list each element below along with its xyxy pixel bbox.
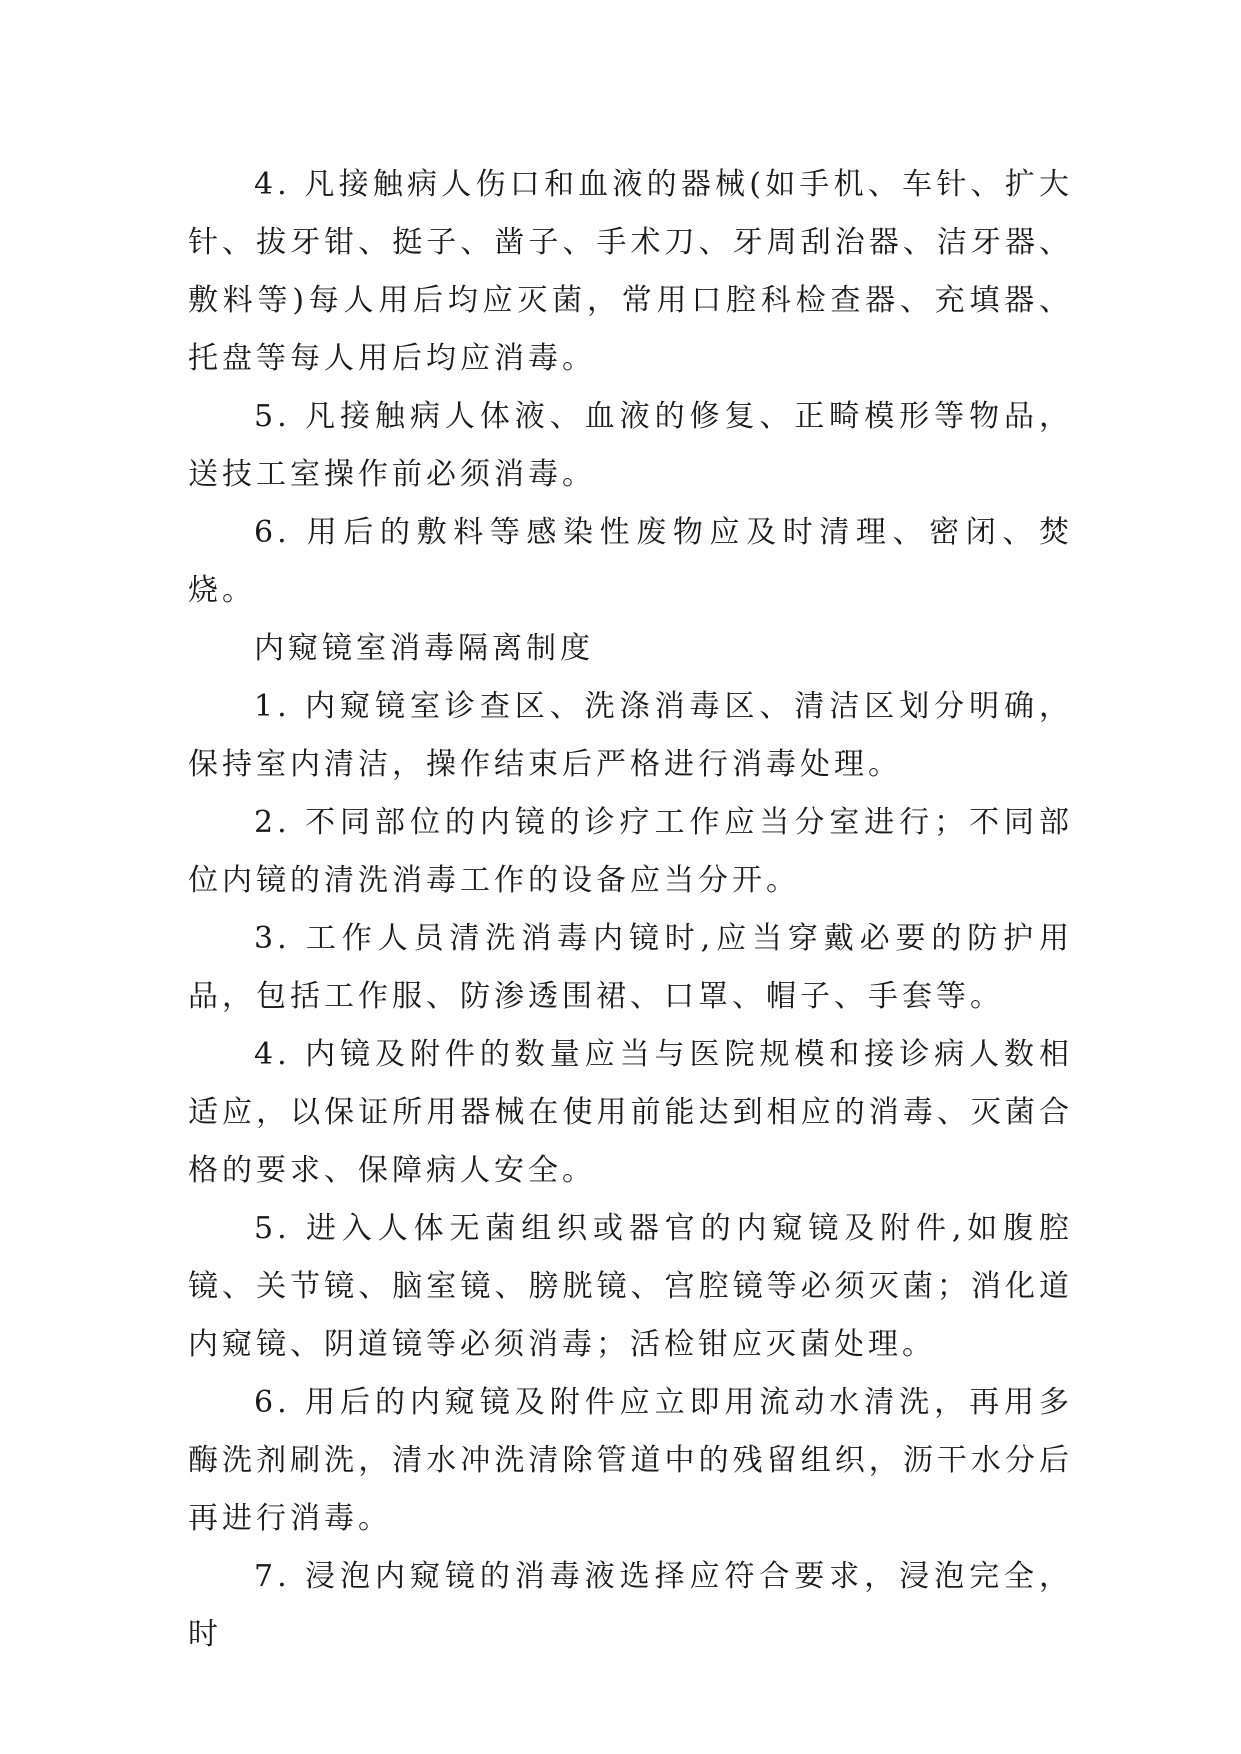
paragraph-endoscopy-zones: 1. 内窥镜室诊查区、洗涤消毒区、清洁区划分明确，保持室内清洁，操作结束后严格进行消毒处理。 [188, 689, 1073, 782]
paragraph-endoscope-quantity: 4. 内镜及附件的数量应当与医院规模和接诊病人数相适应，以保证所用器械在使用前能达到相应的消毒、灭菌合格的要求、保障病人安全。 [188, 1037, 1073, 1188]
paragraph-cleaning-procedure: 6. 用后的内窥镜及附件应立即用流动水清洗，再用多酶洗剂刷洗，清水冲洗清除管道中的残留组织，沥干水分后再进行消毒。 [188, 1385, 1073, 1536]
paragraph-sterilization-requirements: 5. 进入人体无菌组织或器官的内窥镜及附件,如腹腔镜、关节镜、脑室镜、膀胱镜、宫腔镜等必须灭菌；消化道内窥镜、阴道镜等必须消毒；活检钳应灭菌处理。 [188, 1211, 1073, 1362]
document-body [188, 156, 1073, 1664]
paragraph-prosthesis-disinfection: 5. 凡接触病人体液、血液的修复、正畸模形等物品，送技工室操作前必须消毒。 [188, 399, 1073, 492]
section-title: 内窥镜室消毒隔离制度 [254, 631, 594, 666]
paragraph-protective-equipment: 3. 工作人员清洗消毒内镜时,应当穿戴必要的防护用品，包括工作服、防渗透围裙、口罩、帽子、手套等。 [188, 921, 1073, 1014]
paragraph-waste-disposal: 6. 用后的敷料等感染性废物应及时清理、密闭、焚烧。 [188, 515, 1073, 608]
paragraph-soaking-disinfectant: 7. 浸泡内窥镜的消毒液选择应符合要求，浸泡完全，时 [188, 1559, 1073, 1652]
paragraph-separate-rooms: 2. 不同部位的内镜的诊疗工作应当分室进行；不同部位内镜的清洗消毒工作的设备应当分开。 [188, 805, 1073, 898]
paragraph-dental-instruments: 4. 凡接触病人伤口和血液的器械(如手机、车针、扩大针、拔牙钳、挺子、凿子、手术刀、牙周刮治器、洁牙器、敷料等)每人用后均应灭菌，常用口腔科检查器、充填器、托盘等每人用后均应消毒。 [188, 167, 1073, 376]
